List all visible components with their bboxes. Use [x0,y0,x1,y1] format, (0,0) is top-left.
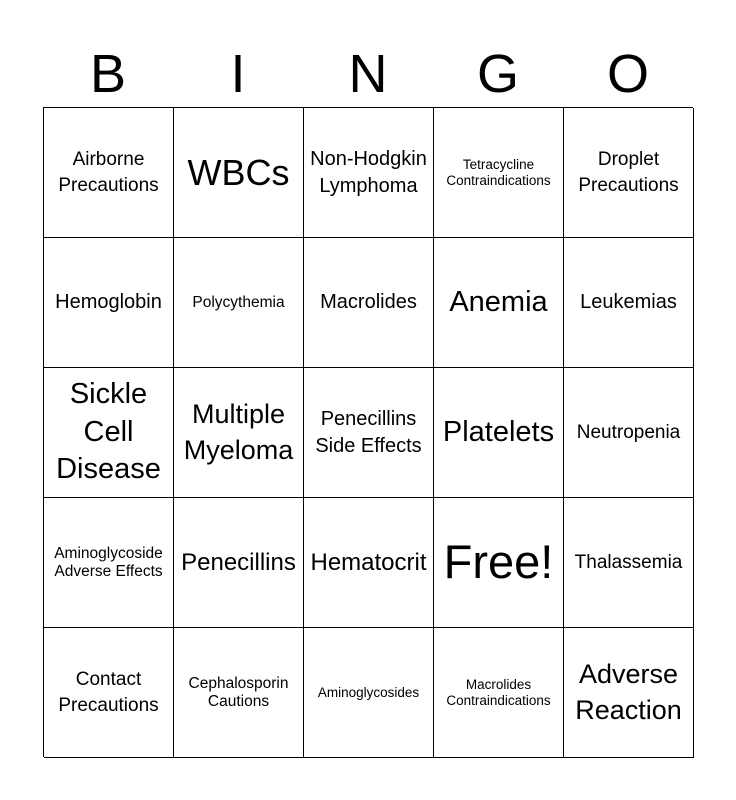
bingo-cell[interactable] [564,498,694,628]
bingo-cell[interactable] [564,368,694,498]
bingo-cell[interactable] [564,628,694,758]
free-space-label: Free! [443,535,554,589]
header-letter-i: I [230,44,246,104]
cell-label: Neutropenia [576,421,681,443]
bingo-cell[interactable] [304,238,434,368]
bingo-cell[interactable] [304,108,434,238]
bingo-cell[interactable] [434,628,564,758]
cell-label: Non-Hodgkin Lymphoma [310,147,427,197]
cell-label: Hematocrit [310,548,427,576]
bingo-cell[interactable] [434,368,564,498]
bingo-cell[interactable] [564,238,694,368]
header-letter-g: G [476,44,519,104]
bingo-cell[interactable] [44,108,174,238]
cell-label: Adverse Reaction [575,659,682,725]
cell-label: Multiple Myeloma [183,399,294,465]
bingo-board [43,107,693,757]
cell-label: Hemoglobin [55,291,162,313]
bingo-cell[interactable] [44,238,174,368]
cell-label: Anemia [449,285,548,318]
bingo-header [43,40,693,108]
header-letter-o: O [606,44,649,104]
cell-label: Leukemias [580,291,677,313]
bingo-cell[interactable] [564,108,694,238]
bingo-cell[interactable] [44,368,174,498]
cell-label: Macrolides Contraindications [446,676,551,708]
cell-label: Contact Precautions [58,668,159,716]
bingo-cell[interactable] [434,238,564,368]
cell-label: Airborne Precautions [58,148,159,196]
cell-label: Cephalosporin Cautions [188,674,289,710]
bingo-cell[interactable] [174,628,304,758]
bingo-cell[interactable] [174,368,304,498]
bingo-cell[interactable] [44,498,174,628]
cell-label: WBCs [187,151,290,193]
cell-label: Penecillins Side Effects [315,407,422,457]
cell-label: Aminoglycoside Adverse Effects [54,544,163,580]
cell-label: Polycythemia [192,293,285,311]
bingo-cell[interactable] [434,108,564,238]
bingo-cell[interactable] [174,498,304,628]
bingo-cell[interactable] [304,498,434,628]
bingo-cell[interactable] [174,238,304,368]
cell-label: Tetracycline Contraindications [446,156,551,188]
free-space-cell[interactable] [434,498,564,628]
bingo-cell[interactable] [304,628,434,758]
bingo-cell[interactable] [44,628,174,758]
cell-label: Thalassemia [574,551,683,573]
cell-label: Macrolides [320,291,417,313]
cell-label: Platelets [442,415,555,448]
bingo-cell[interactable] [304,368,434,498]
header-letter-b: B [89,44,127,104]
bingo-cell[interactable] [174,108,304,238]
cell-label: Droplet Precautions [578,148,679,196]
header-letter-n: N [348,44,388,104]
cell-label: Penecillins [181,548,296,576]
cell-label: Aminoglycosides [317,684,420,700]
cell-label: Sickle Cell Disease [56,377,161,486]
